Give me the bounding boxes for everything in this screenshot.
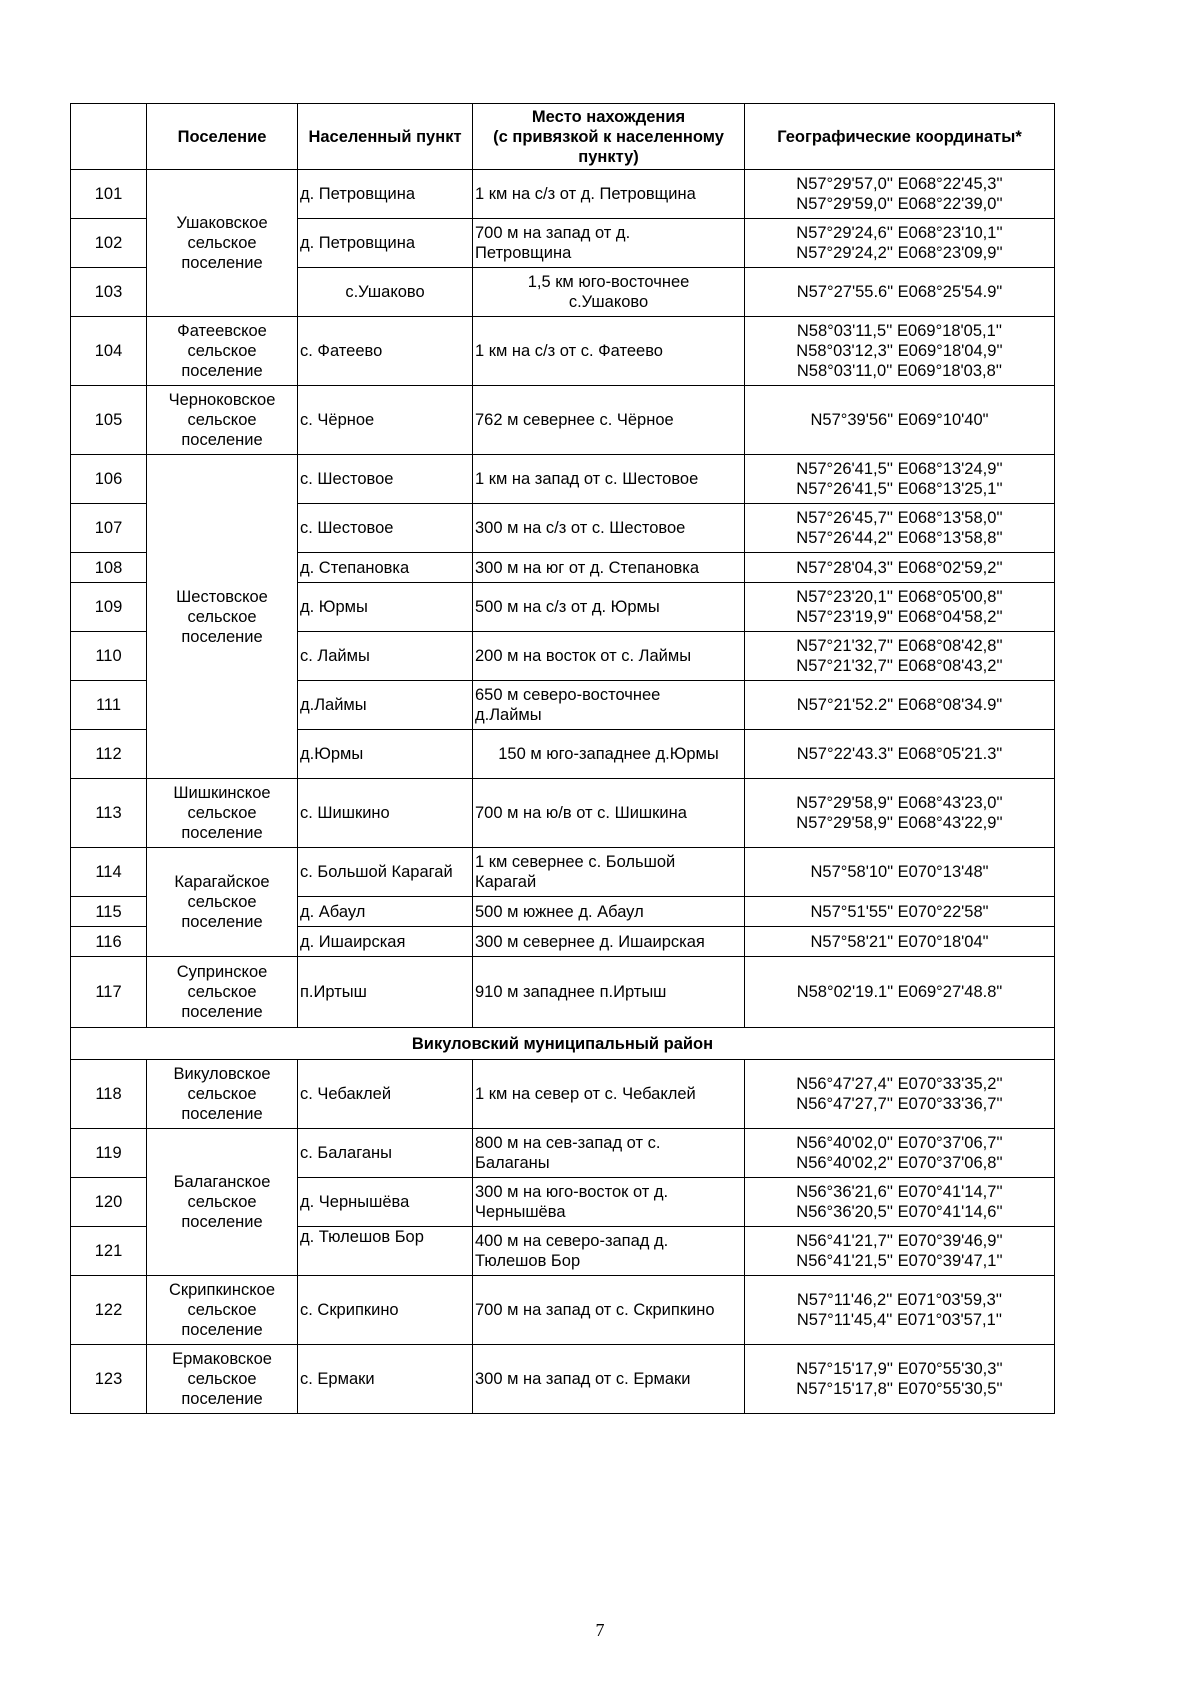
location-cell: 1 км севернее с. Большой Карагай: [473, 848, 745, 897]
header-location: Место нахождения (с привязкой к населенному пункту): [473, 104, 745, 170]
header-locality: Населенный пункт: [298, 104, 473, 170]
coordinate-line: N57°22'43.3" E068°05'21.3": [796, 745, 1003, 763]
row-number: 101: [71, 170, 147, 219]
settlement-cell: Скрипкинское сельское поселение: [147, 1276, 298, 1345]
header-coordinates: Географические координаты*: [745, 104, 1055, 170]
header-number: [71, 104, 147, 170]
row-number: 116: [71, 927, 147, 957]
coordinate-line: N56°40'02,0'' E070°37'06,7'': [796, 1134, 1003, 1152]
locality-cell: с. Шестовое: [298, 504, 473, 553]
row-number: 107: [71, 504, 147, 553]
coordinates-cell: [745, 1178, 1055, 1227]
table-row: [71, 386, 1055, 455]
coordinate-line: N56°47'27,4'' E070°33'35,2'': [796, 1075, 1003, 1093]
coordinate-line: N56°36'21,6'' E070°41'14,7'': [796, 1183, 1003, 1201]
coordinates-cell: [745, 317, 1055, 386]
table-row: [71, 957, 1055, 1028]
coordinate-line: N57°29'24,2'' E068°23'09,9'': [796, 244, 1003, 262]
location-cell: 762 м севернее с. Чёрное: [473, 386, 745, 455]
locality-cell: п.Иртыш: [298, 957, 473, 1028]
locality-cell: с. Шишкино: [298, 779, 473, 848]
coordinate-line: N57°27'55.6" E068°25'54.9": [796, 283, 1003, 301]
coordinate-line: N57°58'21" E070°18'04": [810, 932, 989, 951]
coordinates-cell: [745, 219, 1055, 268]
settlement-cell: Супринское сельское поселение: [147, 957, 298, 1028]
settlement-cell: Шестовское сельское поселение: [147, 455, 298, 779]
coordinate-line: N57°11'45,4'' E071°03'57,1'': [796, 1311, 1003, 1329]
row-number: 114: [71, 848, 147, 897]
coordinate-line: N57°26'41,5'' E068°13'24,9'': [796, 460, 1003, 478]
coordinate-line: N57°23'19,9'' E068°04'58,2'': [796, 608, 1003, 626]
location-cell: 500 м южнее д. Абаул: [473, 897, 745, 927]
location-cell: 1 км на с/з от с. Фатеево: [473, 317, 745, 386]
page-number: 7: [595, 1620, 605, 1640]
locality-cell: с. Большой Карагай: [298, 848, 473, 897]
coordinate-line: N57°15'17,8'' E070°55'30,5'': [796, 1380, 1003, 1398]
coordinate-line: N57°26'45,7'' E068°13'58,0'': [796, 509, 1003, 527]
section-title: Викуловский муниципальный район: [71, 1028, 1055, 1060]
coordinates-cell: [745, 1060, 1055, 1129]
table-row: [71, 848, 1055, 897]
coordinates-cell: [745, 170, 1055, 219]
settlement-cell: Фатеевское сельское поселение: [147, 317, 298, 386]
coordinate-line: N58°03'11,0'' E069°18'03,8'': [796, 362, 1003, 380]
coordinate-line: N56°41'21,5'' E070°39'47,1'': [796, 1252, 1003, 1270]
coordinates-cell: [745, 455, 1055, 504]
coordinate-line: N57°29'59,0'' E068°22'39,0'': [796, 195, 1003, 213]
coordinates-cell: [745, 632, 1055, 681]
coordinates-cell: [745, 1276, 1055, 1345]
locality-cell: д.Лаймы: [298, 681, 473, 730]
coordinate-line: N57°21'52.2" E068°08'34.9": [796, 696, 1003, 714]
locality-cell: с. Чёрное: [298, 386, 473, 455]
location-cell: 1,5 км юго-восточнее с.Ушаково: [473, 268, 745, 317]
settlement-cell: Шишкинское сельское поселение: [147, 779, 298, 848]
location-cell: 500 м на с/з от д. Юрмы: [473, 583, 745, 632]
settlement-cell: Балаганское сельское поселение: [147, 1129, 298, 1276]
location-cell: 200 м на восток от с. Лаймы: [473, 632, 745, 681]
location-cell: 910 м западнее п.Иртыш: [473, 957, 745, 1028]
locality-cell: с. Фатеево: [298, 317, 473, 386]
coordinate-line: N57°23'20,1'' E068°05'00,8'': [796, 588, 1003, 606]
table-row: [71, 1276, 1055, 1345]
row-number: 118: [71, 1060, 147, 1129]
coordinate-line: N56°47'27,7'' E070°33'36,7'': [796, 1095, 1003, 1113]
coordinates-table: [70, 103, 1055, 1414]
header-settlement: Поселение: [147, 104, 298, 170]
coordinate-line: N57°26'44,2'' E068°13'58,8'': [796, 529, 1003, 547]
row-number: 123: [71, 1345, 147, 1414]
coordinate-line: N57°29'58,9'' E068°43'23,0'': [796, 794, 1003, 812]
locality-cell: д. Петровщина: [298, 219, 473, 268]
coordinates-cell: [745, 1129, 1055, 1178]
row-number: 121: [71, 1227, 147, 1276]
row-number: 104: [71, 317, 147, 386]
coordinate-line: N57°21'32,7'' E068°08'42,8'': [796, 637, 1003, 655]
table-row: [71, 1129, 1055, 1178]
coordinate-line: N57°29'57,0'' E068°22'45,3'': [796, 175, 1003, 193]
location-cell: 300 м севернее д. Ишаирская: [473, 927, 745, 957]
location-cell: 150 м юго-западнее д.Юрмы: [473, 730, 745, 779]
location-cell: 650 м северо-восточнее д.Лаймы: [473, 681, 745, 730]
coordinates-cell: [745, 553, 1055, 583]
coordinates-cell: [745, 848, 1055, 897]
locality-cell: д. Тюлешов Бор: [298, 1227, 473, 1276]
locality-cell: д. Ишаирская: [298, 927, 473, 957]
location-cell: 300 м на с/з от с. Шестовое: [473, 504, 745, 553]
coordinates-cell: [745, 1227, 1055, 1276]
row-number: 117: [71, 957, 147, 1028]
locality-cell: д. Степановка: [298, 553, 473, 583]
row-number: 106: [71, 455, 147, 504]
table-row: [71, 170, 1055, 219]
location-cell: 1 км на север от с. Чебаклей: [473, 1060, 745, 1129]
location-cell: 700 м на ю/в от с. Шишкина: [473, 779, 745, 848]
locality-cell: с. Чебаклей: [298, 1060, 473, 1129]
row-number: 119: [71, 1129, 147, 1178]
coordinate-line: N56°36'20,5'' E070°41'14,6'': [796, 1203, 1003, 1221]
coordinates-cell: [745, 927, 1055, 957]
locality-cell: д. Абаул: [298, 897, 473, 927]
table-row: [71, 1060, 1055, 1129]
settlement-cell: Карагайское сельское поселение: [147, 848, 298, 957]
coordinate-line: N56°41'21,7'' E070°39'46,9'': [796, 1232, 1003, 1250]
row-number: 111: [71, 681, 147, 730]
coordinate-line: N56°40'02,2'' E070°37'06,8'': [796, 1154, 1003, 1172]
row-number: 120: [71, 1178, 147, 1227]
locality-cell: д. Юрмы: [298, 583, 473, 632]
locality-cell: с. Скрипкино: [298, 1276, 473, 1345]
table-row: [71, 779, 1055, 848]
row-number: 122: [71, 1276, 147, 1345]
row-number: 103: [71, 268, 147, 317]
coordinates-cell: [745, 583, 1055, 632]
section-row: [71, 1028, 1055, 1060]
row-number: 113: [71, 779, 147, 848]
locality-cell: д.Юрмы: [298, 730, 473, 779]
locality-cell: с.Ушаково: [298, 268, 473, 317]
coordinate-line: N58°02'19.1" E069°27'48.8": [796, 983, 1003, 1001]
coordinates-cell: [745, 957, 1055, 1028]
locality-cell: д. Петровщина: [298, 170, 473, 219]
coordinate-line: N57°15'17,9'' E070°55'30,3'': [796, 1360, 1003, 1378]
settlement-cell: Ермаковское сельское поселение: [147, 1345, 298, 1414]
table-row: [71, 317, 1055, 386]
location-cell: 700 м на запад от с. Скрипкино: [473, 1276, 745, 1345]
table-row: [71, 1345, 1055, 1414]
settlement-cell: Ушаковское сельское поселение: [147, 170, 298, 317]
row-number: 112: [71, 730, 147, 779]
row-number: 109: [71, 583, 147, 632]
location-cell: 1 км на запад от с. Шестовое: [473, 455, 745, 504]
locality-cell: д. Чернышёва: [298, 1178, 473, 1227]
coordinate-line: N57°11'46,2'' E071°03'59,3'': [796, 1291, 1003, 1309]
coordinates-cell: [745, 268, 1055, 317]
coordinate-line: N57°29'24,6'' E068°23'10,1'': [796, 224, 1003, 242]
coordinates-cell: [745, 897, 1055, 927]
row-number: 115: [71, 897, 147, 927]
settlement-cell: Черноковское сельское поселение: [147, 386, 298, 455]
locality-cell: с. Ермаки: [298, 1345, 473, 1414]
coordinates-cell: [745, 386, 1055, 455]
coordinates-cell: [745, 779, 1055, 848]
table-row: [71, 455, 1055, 504]
coordinate-line: N58°03'11,5'' E069°18'05,1'': [796, 322, 1003, 340]
coordinate-line: N57°26'41,5'' E068°13'25,1'': [796, 480, 1003, 498]
location-cell: 300 м на юго-восток от д. Чернышёва: [473, 1178, 745, 1227]
coordinates-cell: [745, 504, 1055, 553]
header-row: [71, 104, 1055, 170]
coordinates-cell: [745, 1345, 1055, 1414]
location-cell: 300 м на запад от с. Ермаки: [473, 1345, 745, 1414]
location-cell: 300 м на юг от д. Степановка: [473, 553, 745, 583]
locality-cell: с. Лаймы: [298, 632, 473, 681]
settlement-cell: Викуловское сельское поселение: [147, 1060, 298, 1129]
location-cell: 800 м на сев-запад от с. Балаганы: [473, 1129, 745, 1178]
row-number: 108: [71, 553, 147, 583]
coordinate-line: N57°28'04,3'' E068°02'59,2'': [796, 558, 1003, 577]
location-cell: 400 м на северо-запад д. Тюлешов Бор: [473, 1227, 745, 1276]
row-number: 110: [71, 632, 147, 681]
row-number: 102: [71, 219, 147, 268]
location-cell: 1 км на с/з от д. Петровщина: [473, 170, 745, 219]
coordinate-line: N57°21'32,7'' E068°08'43,2'': [796, 657, 1003, 675]
locality-cell: с. Шестовое: [298, 455, 473, 504]
location-cell: 700 м на запад от д. Петровщина: [473, 219, 745, 268]
coordinate-line: N57°39'56" E069°10'40": [810, 411, 989, 429]
coordinate-line: N57°58'10" E070°13'48": [810, 863, 989, 881]
coordinate-line: N58°03'12,3'' E069°18'04,9'': [796, 342, 1003, 360]
coordinate-line: N57°51'55" E070°22'58": [810, 902, 989, 921]
row-number: 105: [71, 386, 147, 455]
coordinates-cell: [745, 681, 1055, 730]
coordinates-cell: [745, 730, 1055, 779]
coordinate-line: N57°29'58,9'' E068°43'22,9'': [796, 814, 1003, 832]
locality-cell: с. Балаганы: [298, 1129, 473, 1178]
